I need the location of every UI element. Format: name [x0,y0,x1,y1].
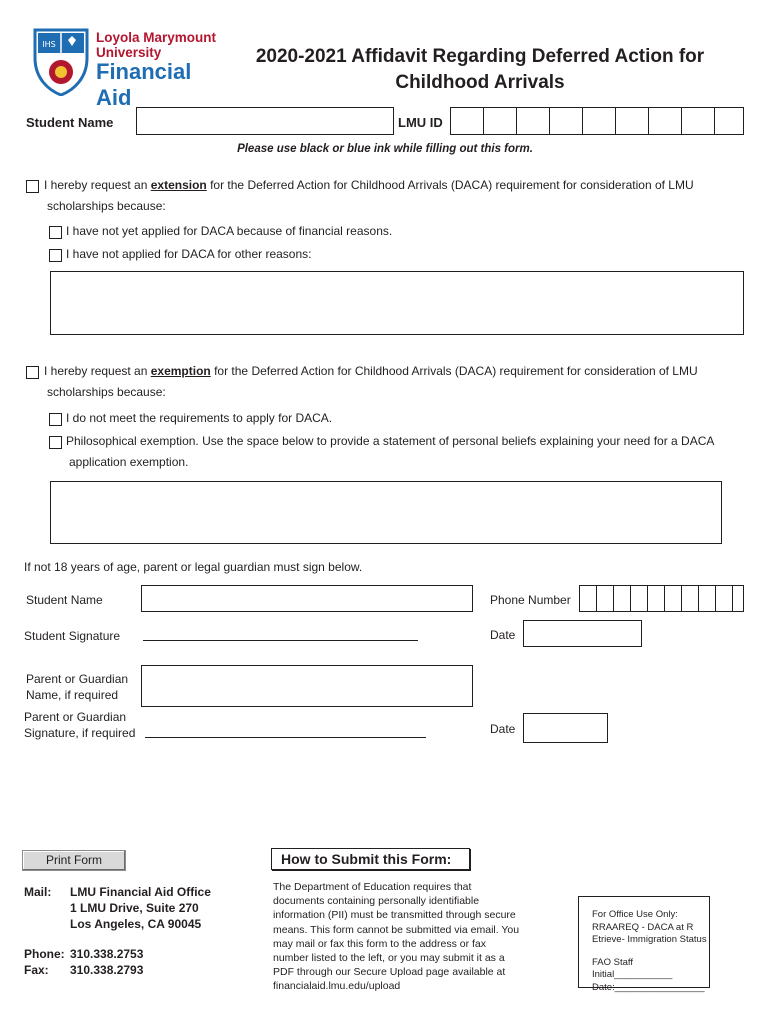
fax-value: 310.338.2793 [70,963,144,977]
financial-reasons-checkbox[interactable] [49,226,62,239]
phone-number-label: Phone Number [490,593,571,607]
philosophical-label-line1: Philosophical exemption. Use the space below to provide a statement of personal beliefs explaining your need for a DACA [66,434,715,448]
submit-line: may mail or fax this form to the address or fax [273,937,486,950]
lmu-id-field[interactable] [450,107,744,135]
guardian-note: If not 18 years of age, parent or legal guardian must sign below. [24,560,363,574]
exemption-request-text [44,363,754,379]
parent-name-label [26,671,128,703]
exemption-post: for the Deferred Action for Childhood Arrivals (DACA) requirement for consideration of LMU [210,364,698,378]
parent-signature-label-line1: Parent or Guardian [24,710,127,724]
parent-name-label-line2: Name, if required [26,688,119,702]
extension-checkbox[interactable] [26,180,39,193]
exemption-continued: scholarships because: [47,385,166,399]
submit-line: means. This form cannot be submitted via email. You [273,923,520,936]
mail-address-line1: LMU Financial Aid Office [70,885,211,899]
date-label: Date [490,628,516,642]
how-to-submit-heading: How to Submit this Form: [271,848,470,870]
fax-label: Fax: [24,963,49,977]
phone-label: Phone: [24,947,65,961]
form-title-line1: 2020-2021 Affidavit Regarding Deferred Action for [255,46,705,67]
svg-text:IHS: IHS [42,40,56,49]
parent-signature-label-line2: Signature, if required [24,726,136,740]
student-signature-label: Student Signature [24,629,121,643]
office-use-box [578,896,710,993]
office-use-rraareq: RRAAREQ - DACA at R [592,921,694,933]
student-name-sig-field[interactable] [141,585,473,612]
phone-number-field[interactable] [579,585,744,612]
philosophical-checkbox[interactable] [49,436,62,449]
other-reasons-label: I have not applied for DACA for other reasons: [66,247,312,261]
submit-instructions [273,880,563,994]
submit-line: The Department of Education requires that [273,881,472,893]
mail-address-line3: Los Angeles, CA 90045 [70,917,202,931]
extension-pre: I hereby request an [44,178,151,192]
form-title-line2: Childhood Arrivals [395,72,565,93]
lmu-shield-icon [32,28,90,96]
parent-signature-label [24,709,135,741]
mail-address-line2: 1 LMU Drive, Suite 270 [70,901,199,915]
logo-financial-aid: Financial Aid [96,59,192,110]
office-use-etrieve: Etrieve- Immigration Status [592,934,707,945]
print-form-button[interactable]: Print Form [22,850,126,871]
office-use-staff-initial: FAO Staff Initial___________ [592,956,673,980]
parent-signature-line[interactable] [145,737,426,738]
student-signature-line[interactable] [143,640,418,641]
office-use-date: Date:_________________ [592,981,705,993]
lmu-financial-aid-logo [30,28,230,110]
mail-address [70,884,211,932]
other-reasons-checkbox[interactable] [49,249,62,262]
logo-university-word: University [96,45,162,60]
student-date-field[interactable] [523,620,642,647]
mail-label: Mail: [24,885,52,899]
phone-value: 310.338.2753 [70,947,144,961]
submit-line: PDF through our Secure Upload page available at [273,966,506,979]
exemption-pre: I hereby request an [44,364,151,378]
exemption-checkbox[interactable] [26,366,39,379]
not-eligible-checkbox[interactable] [49,413,62,426]
logo-university-name: Loyola Marymount [96,30,217,45]
not-eligible-label: I do not meet the requirements to apply for DACA. [66,411,333,425]
extension-keyword: extension [150,178,207,192]
student-name-field[interactable] [136,107,394,135]
office-use-heading: For Office Use Only: [592,909,678,920]
exemption-keyword: exemption [150,364,211,378]
ink-instruction: Please use black or blue ink while filling out this form. [237,143,533,155]
parent-date-field[interactable] [523,713,608,743]
financial-reasons-label: I have not yet applied for DACA because of financial reasons. [66,224,393,238]
parent-name-field[interactable] [141,665,473,707]
lmu-id-label: LMU ID [398,115,443,130]
submit-upload-url: financialaid.lmu.edu/upload [273,980,401,993]
philosophical-label-line2: application exemption. [69,455,189,469]
submit-line: documents containing personally identifiable [273,895,480,908]
form-title [245,44,715,96]
extension-continued: scholarships because: [47,199,166,213]
student-name-sig-label: Student Name [26,593,103,607]
parent-name-label-line1: Parent or Guardian [26,672,129,686]
extension-post: for the Deferred Action for Childhood Arrivals (DACA) requirement for consideration of LMU [206,178,694,192]
other-reasons-textarea[interactable] [50,271,744,335]
extension-request-text [44,177,754,193]
submit-line: information (PII) must be transmitted through secure [273,909,516,922]
philosophical-statement-textarea[interactable] [50,481,722,544]
student-name-label: Student Name [26,115,114,130]
submit-line: number listed to the left, or you may submit it as a [273,952,505,965]
parent-date-label: Date [490,722,516,736]
